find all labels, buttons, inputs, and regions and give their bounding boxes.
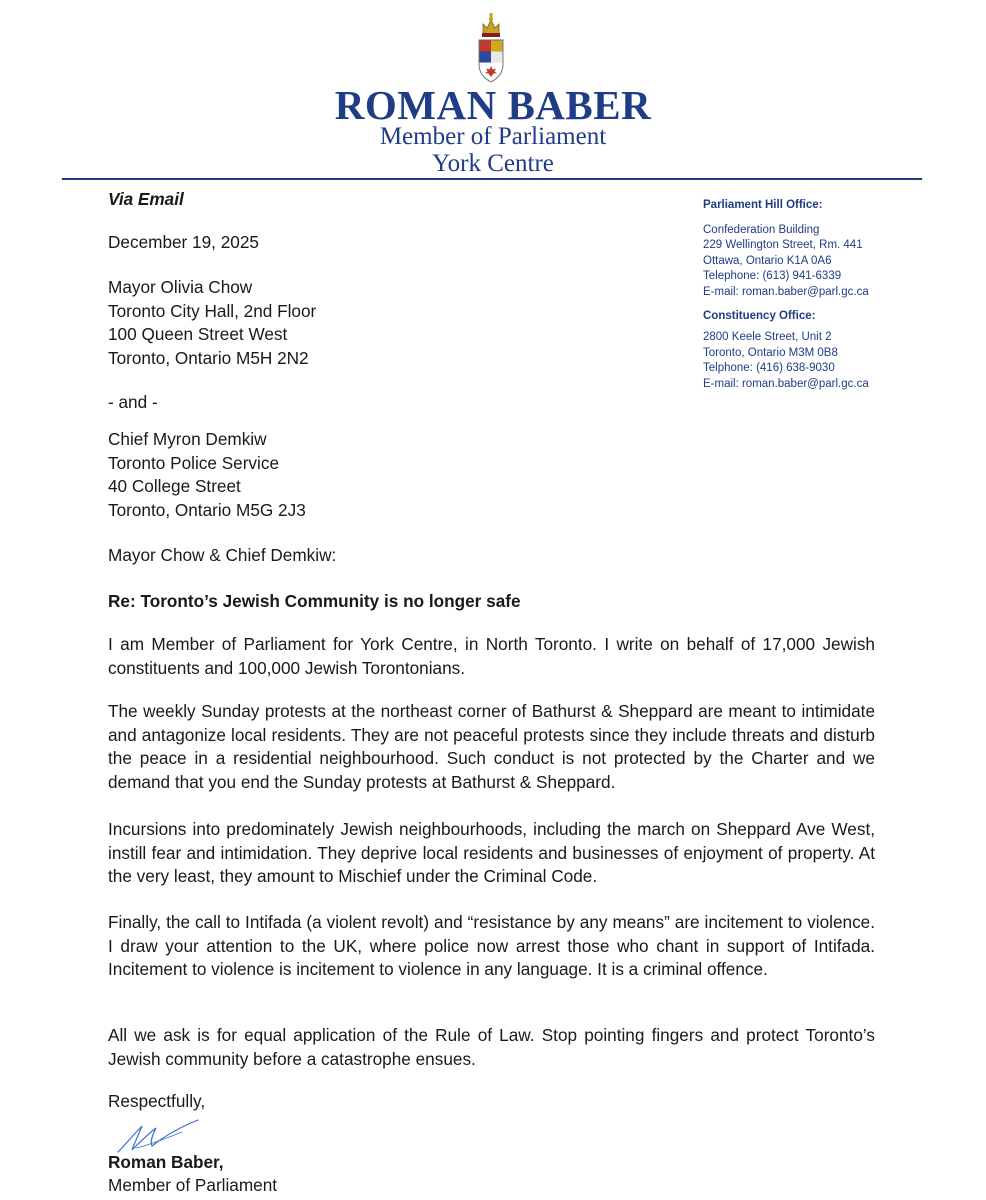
recipient-line: 100 Queen Street West <box>108 324 288 344</box>
constituency-office-street: 2800 Keele Street, Unit 2 <box>703 331 832 344</box>
signer-name: Roman Baber, <box>108 1152 224 1172</box>
constituency-office-email: E-mail: roman.baber@parl.gc.ca <box>703 377 869 390</box>
body-paragraph: All we ask is for equal application of the Rule of Law. Stop pointing fingers and protect Toronto’s Jewish community before a catastrophe ensues. <box>108 1025 875 1069</box>
recipient-address-police <box>108 428 875 522</box>
recipient-line: Toronto, Ontario M5G 2J3 <box>108 499 306 520</box>
recipient-address-mayor <box>108 276 875 370</box>
and-separator: - and - <box>108 392 158 412</box>
letter-date: December 19, 2025 <box>108 232 259 252</box>
recipient-line: Toronto, Ontario M5H 2N2 <box>108 347 309 368</box>
hill-office-street: 229 Wellington Street, Rm. 441 <box>703 239 863 252</box>
closing: Respectfully, <box>108 1091 206 1111</box>
coat-of-arms-icon <box>474 10 508 88</box>
hill-office-city: Ottawa, Ontario K1A 0A6 <box>703 254 832 267</box>
hill-office-email: E-mail: roman.baber@parl.gc.ca <box>703 285 869 298</box>
delivery-method: Via Email <box>108 189 184 209</box>
letterhead-role: Member of Parliament <box>379 123 607 150</box>
recipient-line: Mayor Olivia Chow <box>108 277 253 297</box>
body-paragraph: Incursions into predominately Jewish neighbourhoods, including the march on Sheppard Ave West, instill fear and intimidation. They deprive local residents and businesses of enjoyment of property. At the very least, they amount to Mischief under the Criminal Code. <box>108 819 875 886</box>
letterhead-name: ROMAN BABER <box>334 82 652 128</box>
subject-line: Re: Toronto’s Jewish Community is no longer safe <box>108 591 521 611</box>
constituency-office-city: Toronto, Ontario M3M 0B8 <box>703 346 838 359</box>
hill-office-phone: Telephone: (613) 941-6339 <box>703 270 842 283</box>
body-paragraph: Finally, the call to Intifada (a violent revolt) and “resistance by any means” are incitement to violence. I draw your attention to the UK, where police now arrest those who chant in support of Intifada. Incitement to violence is incitement to violence in any language. It is a criminal offence. <box>108 912 875 979</box>
recipient-line: Toronto City Hall, 2nd Floor <box>108 300 317 321</box>
hill-office-heading: Parliament Hill Office: <box>703 199 823 211</box>
recipient-line: 40 College Street <box>108 476 241 496</box>
salutation: Mayor Chow & Chief Demkiw: <box>108 545 337 565</box>
letterhead-divider <box>62 178 922 180</box>
constituency-office-phone: Telphone: (416) 638-9030 <box>703 362 835 375</box>
letterhead-riding: York Centre <box>432 150 554 177</box>
recipient-line: Toronto Police Service <box>108 452 280 473</box>
body-paragraph: The weekly Sunday protests at the northeast corner of Bathurst & Sheppard are meant to intimidate and antagonize local residents. They are not peaceful protests since they include threats and disturb the peace in a residential neighbourhood. Such conduct is not protected by the Charter and we demand that you end the Sunday protests at Bathurst & Sheppard. <box>108 701 875 792</box>
signer-title: Member of Parliament <box>108 1175 278 1195</box>
body-paragraph: I am Member of Parliament for York Centre, in North Toronto. I write on behalf of 17,000 Jewish constituents and 100,000 Jewish Torontonians. <box>108 634 875 678</box>
hill-office-building: Confederation Building <box>703 223 820 236</box>
constituency-office-heading: Constituency Office: <box>703 309 816 322</box>
recipient-line: Chief Myron Demkiw <box>108 429 267 449</box>
